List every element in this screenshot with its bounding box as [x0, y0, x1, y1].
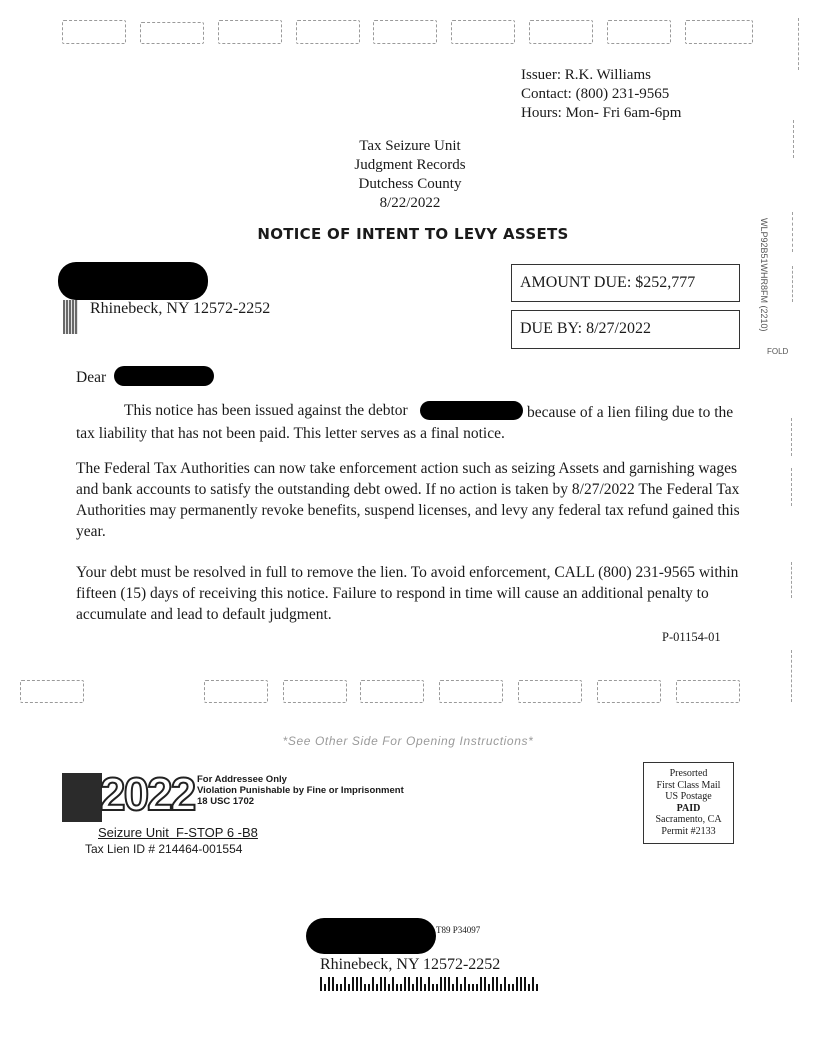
agency-unit: Tax Seizure Unit	[359, 138, 461, 154]
barcode-bar	[368, 984, 370, 991]
redacted-recipient-name	[58, 262, 208, 300]
perforation-box	[140, 22, 204, 44]
barcode-bar	[344, 977, 346, 991]
barcode-bar	[340, 984, 342, 991]
barcode-bar	[476, 984, 478, 991]
due-date-box: DUE BY: 8/27/2022	[511, 310, 740, 349]
barcode-bar	[460, 984, 462, 991]
mailing-city: Rhinebeck, NY 12572-2252	[320, 956, 501, 973]
barcode-bar	[376, 984, 378, 991]
barcode-bar	[384, 977, 386, 991]
barcode-bar	[416, 977, 418, 991]
redacted-mailing-name	[306, 918, 436, 954]
agency-dept: Judgment Records	[354, 157, 466, 173]
postage-line: Sacramento, CA	[655, 814, 722, 825]
barcode-bar	[448, 977, 450, 991]
barcode-bar	[508, 984, 510, 991]
side-print-code: WLP92B51WHR8FM (2210)	[759, 218, 769, 332]
tax-lien-id: Tax Lien ID # 214464-001554	[85, 842, 243, 856]
barcode-bar	[536, 984, 538, 991]
paragraph-1-start: This notice has been issued against the debtor	[124, 402, 408, 419]
barcode-bar	[452, 984, 454, 991]
warning-line-3: 18 USC 1702	[197, 796, 255, 807]
agency-block	[330, 137, 490, 213]
perforation-box	[360, 680, 424, 703]
barcode-bar	[444, 977, 446, 991]
barcode-bar	[420, 977, 422, 991]
issuer-name: Issuer: R.K. Williams	[521, 67, 651, 83]
barcode-bar	[488, 984, 490, 991]
perforation-box	[607, 20, 671, 44]
barcode-bar	[348, 984, 350, 991]
redacted-salutation-name	[114, 366, 214, 386]
perforation-box	[296, 20, 360, 44]
warning-line-2: Violation Punishable by Fine or Imprisonment	[197, 785, 404, 796]
barcode-bar	[484, 977, 486, 991]
barcode-bar	[516, 977, 518, 991]
salutation: Dear	[76, 369, 107, 386]
barcode-bar	[404, 977, 406, 991]
addressee-warning	[197, 774, 404, 807]
barcode-bar	[400, 984, 402, 991]
paragraph-1-rest: because of a lien filing due to the tax liability that has not been paid. This letter serves as a final notice.	[76, 404, 734, 442]
barcode-bar	[332, 977, 334, 991]
mail-code: T89 P34097	[436, 925, 481, 935]
postal-barcode	[320, 977, 538, 991]
issuer-block	[521, 66, 681, 123]
perforation-box	[451, 20, 515, 44]
barcode-bar	[328, 977, 330, 991]
perforation-box	[676, 680, 740, 703]
recipient-city: Rhinebeck, NY 12572-2252	[90, 300, 271, 317]
margin-perforation	[791, 562, 796, 598]
barcode-bar	[320, 977, 322, 991]
barcode-bar	[428, 977, 430, 991]
postage-line: US Postage	[665, 791, 712, 802]
margin-perforation	[791, 650, 796, 702]
barcode-bar	[504, 977, 506, 991]
agency-county: Dutchess County	[358, 176, 462, 192]
barcode-bar	[436, 984, 438, 991]
margin-perforation	[791, 468, 796, 506]
barcode-bar	[432, 984, 434, 991]
issuer-hours: Hours: Mon- Fri 6am-6pm	[521, 105, 682, 121]
paragraph-2: The Federal Tax Authorities can now take enforcement action such as seizing Assets and garnishing wages and bank accounts to satisfy the outstanding debt owed. If no action is taken by 8/27/2022 The Federal Tax Authorities may permanently revoke benefits, suspend licenses, and levy any federal tax refund gained this year.	[76, 460, 740, 540]
barcode-bar	[356, 977, 358, 991]
perforation-box	[518, 680, 582, 703]
notice-title: NOTICE OF INTENT TO LEVY ASSETS	[257, 225, 569, 243]
barcode-bar	[336, 984, 338, 991]
barcode-bar	[496, 977, 498, 991]
barcode-bar	[512, 984, 514, 991]
year-logo: 2022	[100, 768, 195, 820]
barcode-bar	[440, 977, 442, 991]
barcode-bar	[532, 977, 534, 991]
perforation-box	[597, 680, 661, 703]
paragraph-3: Your debt must be resolved in full to remove the lien. To avoid enforcement, CALL (800) 231-9565 within fifteen (15) days of receiving this notice. Failure to respond in time will cause an additional penalty to accumulate and lead to default judgment.	[76, 564, 739, 623]
barcode-bar	[392, 977, 394, 991]
issuer-contact: Contact: (800) 231-9565	[521, 86, 670, 102]
postage-line: Presorted	[669, 768, 708, 779]
postage-stamp	[643, 762, 734, 844]
seizure-unit-line: Seizure Unit F-STOP 6 -B8	[98, 825, 258, 840]
qr-code-icon	[63, 300, 78, 334]
amount-due-box: AMOUNT DUE: $252,777	[511, 264, 740, 302]
barcode-bar	[380, 977, 382, 991]
postage-line: Permit #2133	[661, 825, 716, 837]
barcode-graphic-icon	[62, 773, 102, 822]
barcode-bar	[492, 977, 494, 991]
barcode-bar	[364, 984, 366, 991]
fold-label: FOLD	[767, 347, 789, 356]
reference-code: P-01154-01	[662, 630, 721, 644]
barcode-bar	[412, 984, 414, 991]
barcode-bar	[472, 984, 474, 991]
margin-perforation	[791, 418, 796, 456]
margin-perforation	[793, 120, 798, 158]
barcode-bar	[372, 977, 374, 991]
perforation-box	[373, 20, 437, 44]
perforation-box	[62, 20, 126, 44]
perforation-box	[283, 680, 347, 703]
barcode-bar	[464, 977, 466, 991]
margin-perforation	[792, 266, 797, 302]
barcode-bar	[360, 977, 362, 991]
perforation-box	[204, 680, 268, 703]
barcode-bar	[520, 977, 522, 991]
barcode-bar	[524, 977, 526, 991]
margin-perforation	[798, 18, 803, 70]
barcode-bar	[500, 984, 502, 991]
postage-line: First Class Mail	[656, 779, 721, 791]
barcode-bar	[352, 977, 354, 991]
perforation-box	[685, 20, 753, 44]
perforation-box	[218, 20, 282, 44]
warning-line-1: For Addressee Only	[197, 774, 287, 785]
barcode-bar	[388, 984, 390, 991]
perforation-box	[439, 680, 503, 703]
barcode-bar	[456, 977, 458, 991]
barcode-bar	[528, 984, 530, 991]
barcode-bar	[408, 977, 410, 991]
barcode-bar	[480, 977, 482, 991]
notice-date: 8/22/2022	[379, 195, 441, 211]
perforation-box	[529, 20, 593, 44]
barcode-bar	[396, 984, 398, 991]
see-other-side-note: *See Other Side For Opening Instructions*	[282, 734, 534, 748]
perforation-box	[20, 680, 84, 703]
barcode-bar	[468, 984, 470, 991]
postage-paid: PAID	[676, 802, 701, 814]
barcode-bar	[424, 984, 426, 991]
barcode-bar	[324, 984, 326, 991]
